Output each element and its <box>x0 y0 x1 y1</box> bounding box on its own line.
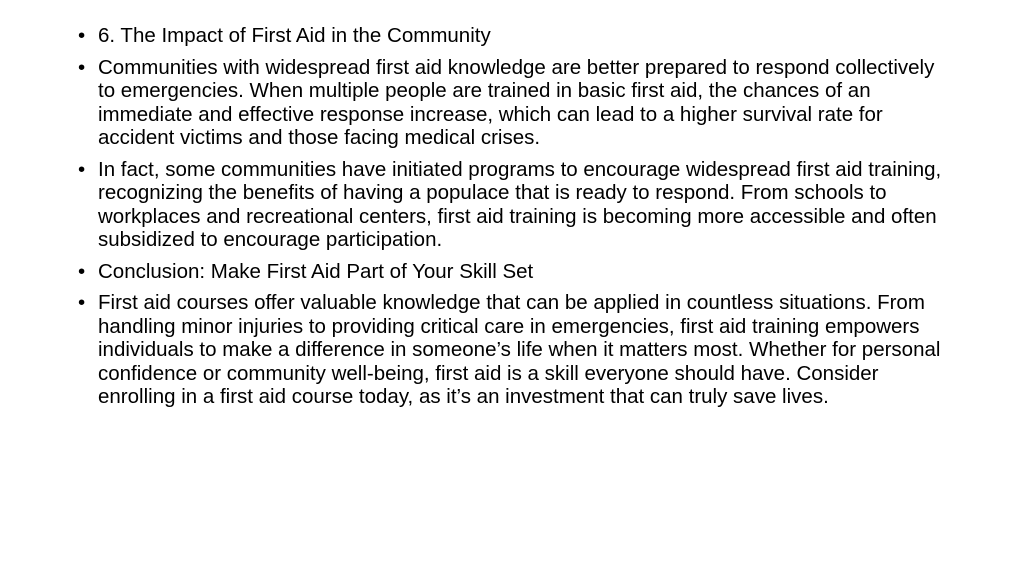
bullet-dot-icon: • <box>78 259 86 283</box>
bullet-dot-icon: • <box>78 24 86 47</box>
slide-content <box>78 24 948 417</box>
bullet-item <box>78 158 948 252</box>
bullet-dot-icon: • <box>78 157 86 181</box>
bullet-text: First aid courses offer valuable knowledge that can be applied in countless situations. From handling minor injuries to providing critical care in emergencies, first aid training empowers individuals to make a difference in someone’s life when it matters most. Whether for personal confidence or community well-being, first aid is a skill everyone should have. Consider enrolling in a first aid course today, as it’s an investment that can truly save lives. <box>98 291 941 408</box>
bullet-item <box>78 56 948 150</box>
bullet-item <box>78 24 948 48</box>
bullet-text: In fact, some communities have initiated programs to encourage widespread first aid training, recognizing the benefits of having a populace that is ready to respond. From schools to workplaces and recreational centers, first aid training is becoming more accessible and often subsidized to encourage participation. <box>98 157 942 251</box>
bullet-text: 6. The Impact of First Aid in the Community <box>98 24 491 47</box>
bullet-dot-icon: • <box>78 291 86 314</box>
bullet-dot-icon: • <box>78 55 86 79</box>
bullet-item <box>78 260 948 284</box>
bullet-item <box>78 291 948 409</box>
bullet-text: Communities with widespread first aid knowledge are better prepared to respond collectively to emergencies. When multiple people are trained in basic first aid, the chances of an immediate and effective response increase, which can lead to a higher survival rate for accident victims and those facing medical crises. <box>98 55 935 149</box>
bullet-list <box>78 24 948 409</box>
bullet-text: Conclusion: Make First Aid Part of Your Skill Set <box>98 259 534 283</box>
